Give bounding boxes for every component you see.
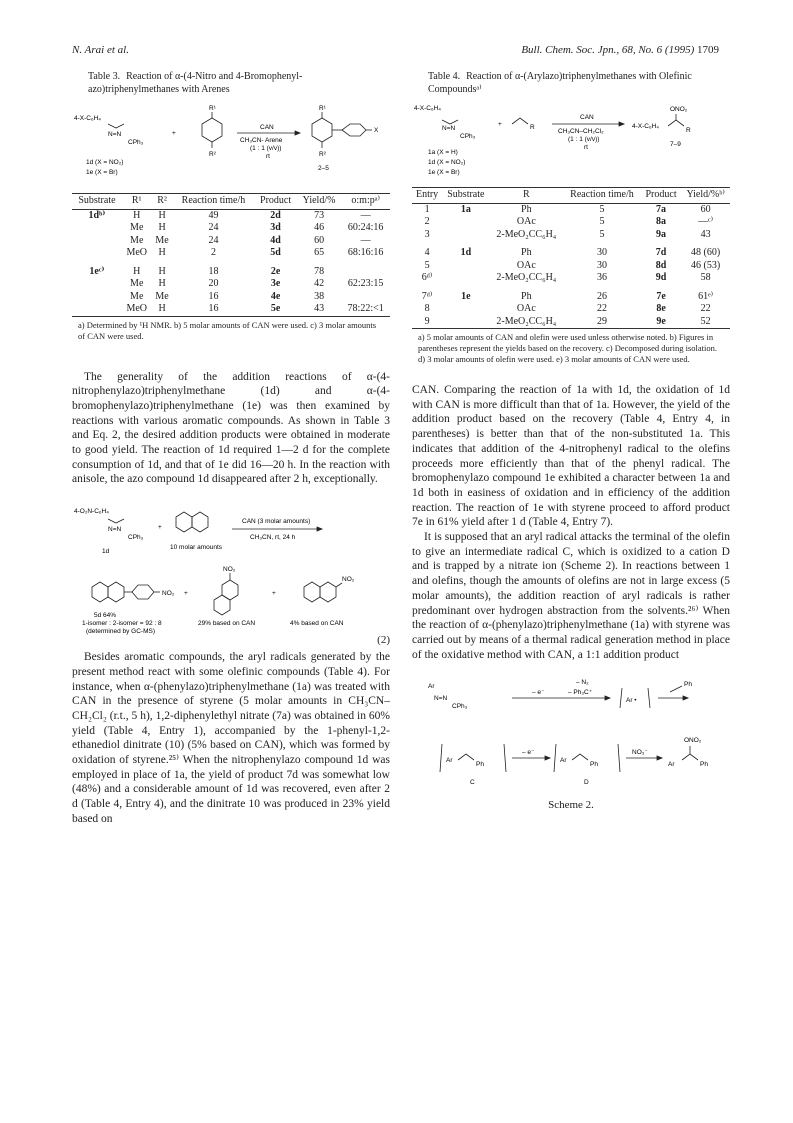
t4-cell: Ph (521, 247, 532, 258)
t3-cell (72, 247, 122, 260)
t4-cell: 22 (700, 303, 711, 314)
paragraph-4: It is supposed that an aryl radical attacks the terminal of the olefin to give an intermediate radical C, which is oxidized to a cation D and is trapped by a nitrate ion (Scheme 2). In reactions between 1 and olefins, though the amounts of olefins are not in large excess (5 molar amounts), the addition reaction of aryl radicals is rather predominant over hydrogen abstraction from the solvents.²⁶⁾ When the reaction of α-(phenylazo)triphenylmethane (1a) with styrene was carried out by means of a thermal radical generation method in place of the oxidative method with CAN, a 1:1 addition product (412, 531, 730, 661)
t3-cell: 78:22:<1 (341, 303, 390, 316)
s2-minus-electron-2: – e⁻ (522, 749, 535, 757)
paragraph-3: CAN. Comparing the reaction of 1a with 1d, the oxidation of 1d with CAN is more difficult than that of 1a. However, the yield of the addition product based on the recovery (Table 4, Entry 4, in parentheses) is better than that of the non-substituted 1a. This indicates that addition of the 4-nitrophenyl radical to the olefins proceeds more efficiently than that of the phenyl radical. The bromophenylazo compound 1e exhibited a character between 1a and 1d both in easiness of oxidation and in efficiency of the addition reaction. The reaction of 1e with styrene proceed to afford product 7e in 61% yield after 1 d (Table 4, Entry 7). (412, 384, 730, 529)
t3-cell: 4e (270, 290, 281, 302)
t3-plus: + (172, 130, 176, 137)
s2-minus-trityl-cation: – Ph₃C⁺ (568, 689, 593, 697)
t3-cell: Me (130, 278, 144, 289)
t4-cell: 60 (700, 203, 711, 215)
t3-cell: H (133, 209, 141, 221)
t4-cell: 5 (599, 216, 605, 227)
t4-cell: 1a (460, 203, 471, 215)
t3-h-time: Reaction time/h (173, 194, 255, 210)
s2-product-ar: Ar (668, 761, 675, 769)
t3-prod-x: X (374, 127, 379, 134)
t4-label-1d: 1d (X = NO₂) (428, 159, 466, 166)
eq2-plus-2: + (184, 590, 188, 598)
t4-cell: 7e (656, 290, 666, 302)
t4-cell (442, 216, 489, 229)
t3-cell: MeO (122, 303, 152, 316)
t3-cell: 5d (270, 247, 281, 258)
t3-cell (72, 235, 122, 248)
t4-cell (442, 272, 489, 285)
table-row (72, 222, 390, 235)
t3-cell: 2d (270, 209, 281, 221)
t4-cell: 9 (412, 316, 442, 329)
t4-cell: 30 (596, 259, 607, 271)
t4-cell (442, 303, 489, 316)
t3-cell: H (158, 209, 166, 221)
eq2-p2-label: 29% based on CAN (198, 620, 256, 628)
t3-cell: 24 (208, 234, 219, 246)
t3-cell: 1eᶜ⁾ (89, 265, 105, 277)
eq2-reactant-aryl: 4-O₂N-C₆H₄ (74, 508, 109, 516)
table-row (72, 278, 390, 291)
t4-cell: 29 (563, 316, 641, 329)
t3-cell: 60:24:16 (347, 222, 384, 233)
equation-2-scheme (72, 499, 390, 636)
table-row (72, 209, 390, 222)
t3-cell: H (158, 247, 166, 258)
eq2-p1-label: 5d 64% (94, 612, 117, 620)
t3-cell: H (158, 265, 166, 277)
t3-cell: 73 (314, 209, 325, 221)
table-row (72, 303, 390, 316)
table-row (412, 285, 730, 304)
t4-plus: + (498, 121, 502, 128)
t3-reactant-trityl: CPh₃ (128, 139, 144, 146)
eq2-arrow-conditions: CH₃CN, rt, 24 h (250, 534, 296, 542)
t3-cell: MeO (126, 247, 147, 258)
t3-cell (72, 222, 122, 235)
t4-cell: 1e (461, 290, 471, 302)
t3-r2: R² (209, 151, 216, 158)
t4-cell: 1 (424, 203, 430, 215)
eq2-plus-3: + (272, 590, 276, 598)
t3-reactant-azo: N=N (108, 131, 122, 138)
t4-label-1e: 1e (X = Br) (428, 169, 460, 176)
t3-cell: H (158, 278, 166, 289)
t4-reactant-aryl: 4-X-C₆H₄ (414, 105, 441, 112)
t4-cell: 43 (700, 228, 711, 240)
s2-c-label: C (470, 779, 475, 787)
s2-c-ar: Ar (446, 757, 453, 765)
t3-prod-r1: R¹ (319, 105, 326, 112)
table3-title: Reaction of α-(4-Nitro and 4-Bromophenyl-azo)triphenylmethanes with Arenes (88, 71, 303, 95)
t3-prod-r2: R² (319, 151, 326, 158)
s2-product-ono2: ONO₂ (684, 737, 702, 745)
t4-cell: 4 (424, 247, 430, 258)
table4-scheme (412, 102, 730, 182)
eq2-p2-no2: NO₂ (223, 566, 236, 574)
s2-d-ar: Ar (560, 757, 567, 765)
t3-cell: 3d (270, 222, 281, 233)
t3-label-1d: 1d (X = NO₂) (86, 159, 124, 166)
table3-scheme (72, 102, 390, 188)
s2-styrene-ph: Ph (684, 681, 692, 689)
t4-cell (442, 229, 489, 242)
t3-cell: 42 (314, 278, 325, 289)
s2-d-ph: Ph (590, 761, 598, 769)
eq2-p3-no2: NO₂ (342, 576, 355, 584)
t4-cell: 48 (60) (691, 247, 721, 258)
t3-cell: 60 (314, 234, 325, 246)
t4-cell: OAc (516, 216, 536, 227)
t4-cell: 26 (596, 290, 607, 302)
t3-prod-label: 2–5 (318, 165, 329, 172)
t4-cell: 22 (596, 303, 607, 314)
t3-cell: 78 (314, 265, 325, 277)
t3-cell: 16 (208, 290, 219, 302)
s2-ar: Ar (428, 683, 435, 691)
t4-h-r: R (490, 188, 564, 204)
t3-arrow-ratio: (1 : 1 (v/v)) (250, 145, 282, 152)
t4-cell: 6ᵈ⁾ (421, 272, 433, 283)
t3-cell: Me (155, 290, 169, 302)
t3-arrow-solvent: CH₃CN- Arene (240, 137, 283, 144)
running-head-authors: N. Arai et al. (72, 44, 129, 56)
t4-cell: 7ᵈ⁾ (421, 290, 433, 302)
table3 (72, 193, 390, 317)
t4-cell: Ph (521, 290, 532, 302)
t4-cell: 52 (681, 316, 730, 329)
paragraph-2: Besides aromatic compounds, the aryl radicals generated by the present method react with some olefinic compounds (Table 4). For instance, when α-(phenylazo)triphenylmethane (1a) was treated with CAN in the presence of styrene (5 molar amounts in CH₃CN–CH₂Cl₂ (r.t., 5 h), 1,2-diphenylethyl nitrate (7a) was obtained in 60% yield (Table 4, Entry 1), accompanied by the 1-phenyl-1,2-ethanediol dinitrate (10) (5% based on CAN), which was formed by oxidation of styrene.²⁵⁾ When the nitrophenylazo compound 1d was employed in place of 1a, the yield of product 7d was somewhat low (48%) and a considerable amount of 1d was recovered, even after 2 d (Table 4, Entry 4), and the dinitrate 10 was produced in 23% yield based on (72, 651, 390, 825)
s2-d-label: D (584, 779, 589, 787)
s2-minus-n2: – N₂ (576, 679, 589, 687)
table-row (72, 260, 390, 279)
t3-cell: 3e (270, 278, 281, 289)
s2-trityl: CPh₃ (452, 703, 468, 711)
table-row (72, 235, 390, 248)
t4-cell: 36 (596, 272, 607, 283)
s2-azo: N=N (434, 695, 448, 703)
t4-h-yield: Yield/%ᵇ⁾ (681, 188, 730, 204)
t3-cell: 18 (208, 265, 219, 277)
table3-label: Table 3. (88, 71, 121, 82)
t3-cell (72, 291, 122, 304)
t4-cell: 7d (655, 247, 667, 258)
scheme-2 (412, 672, 730, 792)
table3-footnote: a) Determined by ¹H NMR. b) 5 molar amounts of CAN were used. c) 3 molar amounts of CAN were used. (78, 319, 377, 341)
t3-cell: Me (155, 234, 169, 246)
t3-h-yield: Yield/% (297, 194, 342, 210)
t3-cell (72, 303, 122, 316)
t4-reactant-trityl: CPh₃ (460, 133, 476, 140)
t4-cell: 5 (599, 228, 605, 240)
table-row (412, 216, 730, 229)
page-number: 1709 (697, 44, 719, 56)
equation-number: (2) (377, 634, 390, 647)
paragraph-1: The generality of the addition reactions of α-(4-nitrophenylazo)triphenylmethane (1d) and α-(4-bromophenylazo)triphenylmethane (1e) was then examined by reactions with various aromatic compounds. As shown in Table 3 and Eq. 2, the desired addition products were obtained in moderate to good yield. The reaction of 1d required 1—2 d for the complete consumption of 1d, and that of 1e did 16—20 h. In the reaction with anisole, the azo compound 1d disappeared after 2 h, exceptionally. (72, 370, 390, 486)
eq2-p1-no2: NO₂ (162, 590, 175, 598)
t4-h-substrate: Substrate (442, 188, 489, 204)
t4-cell: 9a (656, 228, 667, 240)
t4-h-product: Product (641, 188, 681, 204)
table-row (72, 247, 390, 260)
t3-cell: 16 (173, 303, 255, 316)
t4-arrow-solvent: CH₃CN–CH₂Cl₂ (558, 128, 604, 135)
eq2-p1-isomers: 1-isomer : 2-isomer = 92 : 8 (82, 620, 162, 628)
t3-cell: 38 (314, 290, 325, 302)
s2-nitrate: NO₃⁻ (632, 749, 648, 757)
t4-prod-ono2: ONO₂ (670, 106, 688, 113)
eq2-p3-label: 4% based on CAN (290, 620, 344, 628)
table4 (412, 187, 730, 329)
t4-cell: 2-MeO₂CC₆H₄ (496, 228, 557, 240)
table4-footnote: a) 5 molar amounts of CAN and olefin were used unless otherwise noted. b) Figures in parentheses represent the yields based on the recovery. c) Decomposed during isolation. d) 3 molar amounts of olefin were used. e) 3 molar amounts of CAN were used. (418, 332, 717, 364)
t3-cell: Me (130, 234, 144, 246)
t4-cell: 9d (655, 272, 667, 283)
t3-cell: 43 (297, 303, 342, 316)
t4-cell: 46 (53) (691, 259, 721, 271)
table4-title: Reaction of α-(Arylazo)triphenylmethanes with Olefinic Compoundsᵃ⁾ (428, 71, 692, 95)
t4-cell: OAc (516, 259, 536, 271)
t3-arrow-reagent: CAN (260, 124, 274, 131)
t4-cell: Ph (521, 203, 532, 215)
table-row (412, 260, 730, 273)
eq2-reactant-label: 1d (102, 548, 110, 556)
t3-cell: 24 (208, 222, 219, 233)
t3-cell: — (360, 209, 371, 221)
t4-cell (442, 260, 489, 273)
t4-cell: 9e (641, 316, 681, 329)
t4-prod-label: 7–9 (670, 141, 681, 148)
t3-cell: — (360, 234, 371, 246)
table-row (412, 241, 730, 260)
eq2-plus: + (158, 524, 162, 532)
t4-cell: 7a (656, 203, 667, 215)
table-row (412, 229, 730, 242)
t4-prod-aryl: 4-X-C₆H₄ (632, 123, 659, 130)
table-row (72, 291, 390, 304)
t4-cell: 58 (700, 272, 711, 283)
t3-h-ratio: o:m:pᵃ⁾ (341, 194, 390, 210)
t3-cell: 5e (254, 303, 296, 316)
t4-h-entry: Entry (412, 188, 442, 204)
eq2-reactant-trityl: CPh₃ (128, 534, 144, 542)
journal-citation: Bull. Chem. Soc. Jpn., 68, No. 6 (1995) (521, 44, 695, 56)
t4-arrow-reagent: CAN (580, 114, 594, 121)
t3-cell (341, 291, 390, 304)
t4-olefin-r: R (530, 124, 535, 131)
table-row (412, 272, 730, 285)
t4-cell: 2 (424, 216, 430, 227)
s2-minus-electron: – e⁻ (532, 689, 545, 697)
t3-cell: 2 (210, 247, 216, 258)
t4-cell: 8 (424, 303, 430, 314)
table4-caption (412, 70, 730, 96)
s2-aryl-radical: Ar • (626, 697, 637, 705)
t4-cell: 61ᵉ⁾ (698, 290, 714, 302)
table-row (412, 316, 730, 329)
t3-cell: 20 (208, 278, 219, 289)
t3-cell (341, 260, 390, 279)
t4-cell: 8d (655, 259, 667, 271)
t3-cell: H (133, 265, 141, 277)
t3-cell: Me (130, 290, 144, 302)
eq2-reactant-azo: N=N (108, 526, 122, 534)
t4-cell: 5 (424, 259, 430, 271)
t4-label-1a: 1a (X = H) (428, 149, 458, 156)
t4-cell: 30 (596, 247, 607, 258)
t3-cell: 68:16:16 (347, 247, 384, 258)
t3-cell: H (152, 303, 173, 316)
eq2-arrow-reagent: CAN (3 molar amounts) (242, 518, 311, 526)
t4-cell: OAc (516, 303, 536, 314)
t4-cell: 8e (656, 303, 666, 314)
t4-arrow-temp: rt (584, 144, 588, 151)
table3-caption (72, 70, 390, 96)
t4-prod-r: R (686, 127, 691, 134)
t3-cell: 49 (208, 209, 219, 221)
t4-h-time: Reaction time/h (563, 188, 641, 204)
s2-product-ph: Ph (700, 761, 708, 769)
t4-arrow-ratio: (1 : 1 (v/v)) (568, 136, 600, 143)
table-row (412, 203, 730, 216)
t3-cell: Me (130, 222, 144, 233)
t3-cell: H (158, 222, 166, 233)
t3-cell: 62:23:15 (347, 278, 384, 289)
t3-h-r1: R¹ (122, 194, 152, 210)
t3-cell (72, 278, 122, 291)
t4-cell: 8a (656, 216, 667, 227)
t3-cell: 4d (270, 234, 281, 246)
t3-h-product: Product (254, 194, 296, 210)
t4-cell: 1d (460, 247, 472, 258)
t3-cell: 2e (270, 265, 281, 277)
t3-r1: R¹ (209, 105, 216, 112)
t3-reactant-aryl: 4-X-C₆H₄ (74, 115, 101, 122)
left-column (72, 70, 390, 827)
scheme-2-caption: Scheme 2. (548, 799, 594, 812)
t4-cell: 2-MeO₂CC₆H₄ (496, 272, 557, 283)
t3-label-1e: 1e (X = Br) (86, 169, 118, 176)
t3-cell: 46 (314, 222, 325, 233)
right-column (412, 70, 730, 811)
t3-h-substrate: Substrate (72, 194, 122, 210)
table4-label: Table 4. (428, 71, 461, 82)
eq2-p1-determined: (determined by GC-MS) (86, 628, 155, 636)
running-head-journal (521, 44, 719, 56)
t4-reactant-azo: N=N (442, 125, 456, 132)
t3-h-r2: R² (152, 194, 173, 210)
t3-cell: 65 (314, 247, 325, 258)
t4-cell: 3 (424, 228, 430, 240)
s2-c-ph: Ph (476, 761, 484, 769)
table-row (412, 303, 730, 316)
t4-cell (442, 316, 489, 329)
t3-cell: 1dᵇ⁾ (88, 209, 106, 221)
t4-cell: 2-MeO₂CC₆H₄ (490, 316, 564, 329)
t4-cell: 5 (599, 203, 605, 215)
t4-cell: —ᶜ⁾ (698, 216, 714, 227)
t3-arrow-temp: rt (266, 153, 270, 160)
eq2-naphthalene-amount: 10 molar amounts (170, 544, 223, 552)
